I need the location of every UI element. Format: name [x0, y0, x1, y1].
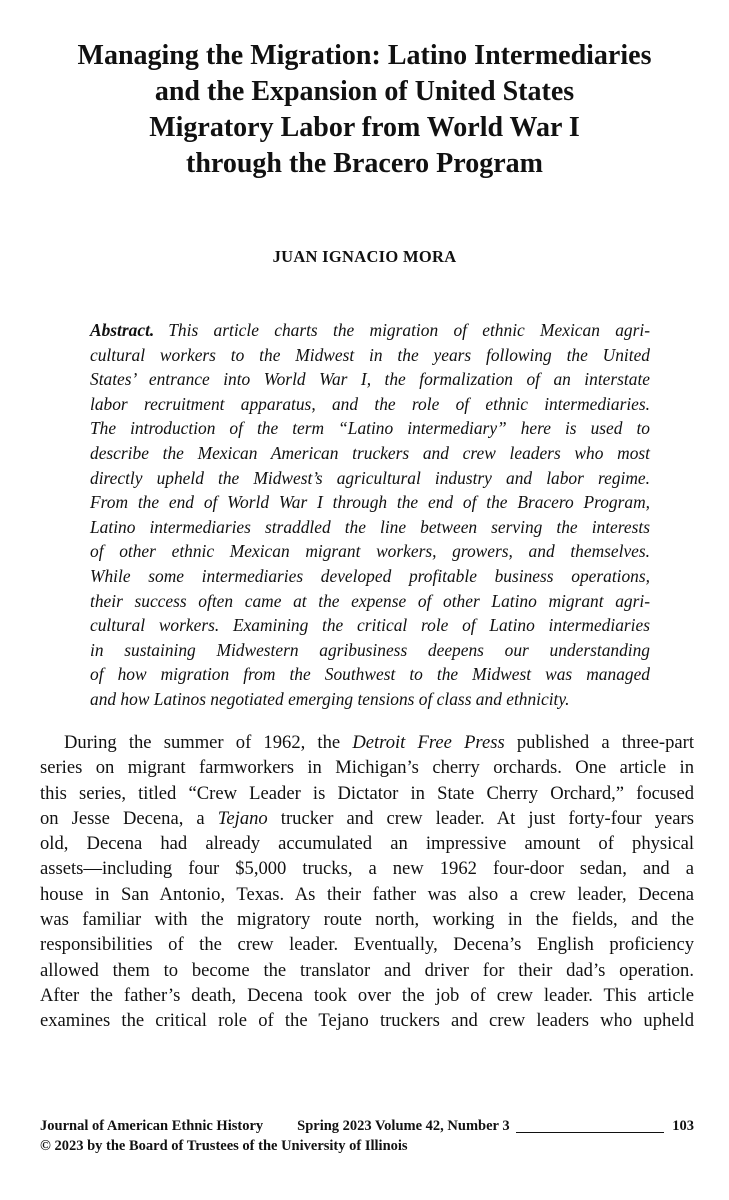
title-line: and the Expansion of United States: [154, 76, 575, 107]
abstract-line: cultural workers. Examining the critical role of Latino intermediaries: [90, 615, 650, 636]
italic-term: Tejano: [217, 807, 268, 829]
body-text-run: on Jesse Decena, a: [40, 807, 218, 829]
abstract-line: States’ entrance into World War I, the formalization of an interstate: [90, 369, 650, 390]
abstract-line: [90, 318, 650, 343]
author-name: JUAN IGNACIO MORA: [272, 247, 457, 266]
abstract: [90, 318, 650, 712]
body-line: allowed them to become the translator and driver for their dad’s operation.: [40, 959, 694, 981]
abstract-line: of other ethnic Mexican migrant workers, growers, and themselves.: [90, 541, 650, 562]
abstract-line: The introduction of the term “Latino intermediary” here is used to: [90, 418, 650, 439]
issue-info: Spring 2023 Volume 42, Number 3: [297, 1118, 510, 1134]
page-footer: [40, 1116, 694, 1156]
abstract-line: Latino intermediaries straddled the line between serving the interests: [90, 516, 650, 537]
body-line: examines the critical role of the Tejano truckers and crew leaders who upheld: [40, 1010, 694, 1032]
body-text-run: trucker and crew leader. At just forty-four years: [267, 807, 694, 829]
body-line: After the father’s death, Decena took over the job of crew leader. This article: [40, 984, 694, 1006]
title-line: Migratory Labor from World War I: [149, 112, 580, 143]
abstract-line: cultural workers to the Midwest in the years following the United: [90, 344, 650, 365]
abstract-line: While some intermediaries developed profitable business operations,: [90, 565, 650, 586]
abstract-line: of how migration from the Southwest to the Midwest was managed: [90, 664, 650, 685]
body-paragraph: [40, 730, 694, 1034]
article-title: [30, 38, 699, 182]
title-line: Managing the Migration: Latino Intermediaries: [77, 40, 652, 71]
abstract-label: Abstract.: [90, 320, 155, 340]
body-line: was familiar with the migratory route north, working in the fields, and the: [40, 909, 694, 931]
body-line: responsibilities of the crew leader. Eventually, Decena’s English proficiency: [40, 934, 694, 956]
title-line: through the Bracero Program: [186, 148, 543, 179]
abstract-text: This article charts the migration of ethnic Mexican agri-: [168, 320, 650, 340]
body-line: assets—including four $5,000 trucks, a new 1962 four-door sedan, and a: [40, 858, 694, 880]
body-text-run: published a three-part: [504, 732, 695, 753]
publication-name: Detroit Free Press: [352, 732, 505, 753]
abstract-line: From the end of World War I through the end of the Bracero Program,: [90, 492, 650, 513]
body-line: series on migrant farmworkers in Michigan’s cherry orchards. One article in: [40, 757, 694, 779]
body-text-run: During the summer of 1962, the: [64, 732, 353, 753]
page-number: 103: [672, 1118, 694, 1134]
abstract-line: labor recruitment apparatus, and the role of ethnic intermediaries.: [90, 393, 650, 414]
journal-name: Journal of American Ethnic History: [40, 1118, 264, 1134]
body-line: this series, titled “Crew Leader is Dictator in State Cherry Orchard,” focused: [40, 782, 694, 804]
abstract-line: describe the Mexican American truckers and crew leaders who most: [90, 442, 650, 463]
body-line: [40, 806, 694, 831]
body-line: house in San Antonio, Texas. As their father was also a crew leader, Decena: [40, 883, 694, 905]
abstract-line: in sustaining Midwestern agribusiness deepens our understanding: [90, 639, 650, 660]
abstract-line: directly upheld the Midwest’s agricultural industry and labor regime.: [90, 467, 650, 488]
abstract-line: their success often came at the expense of other Latino migrant agri-: [90, 590, 650, 611]
body-line: old, Decena had already accumulated an impressive amount of physical: [40, 833, 694, 855]
footer-rule: [516, 1132, 665, 1133]
abstract-line: and how Latinos negotiated emerging tensions of class and ethnicity.: [90, 688, 570, 709]
footer-citation-row: [40, 1116, 694, 1136]
copyright-notice: © 2023 by the Board of Trustees of the University of Illinois: [40, 1138, 408, 1154]
body-line: [40, 730, 694, 755]
